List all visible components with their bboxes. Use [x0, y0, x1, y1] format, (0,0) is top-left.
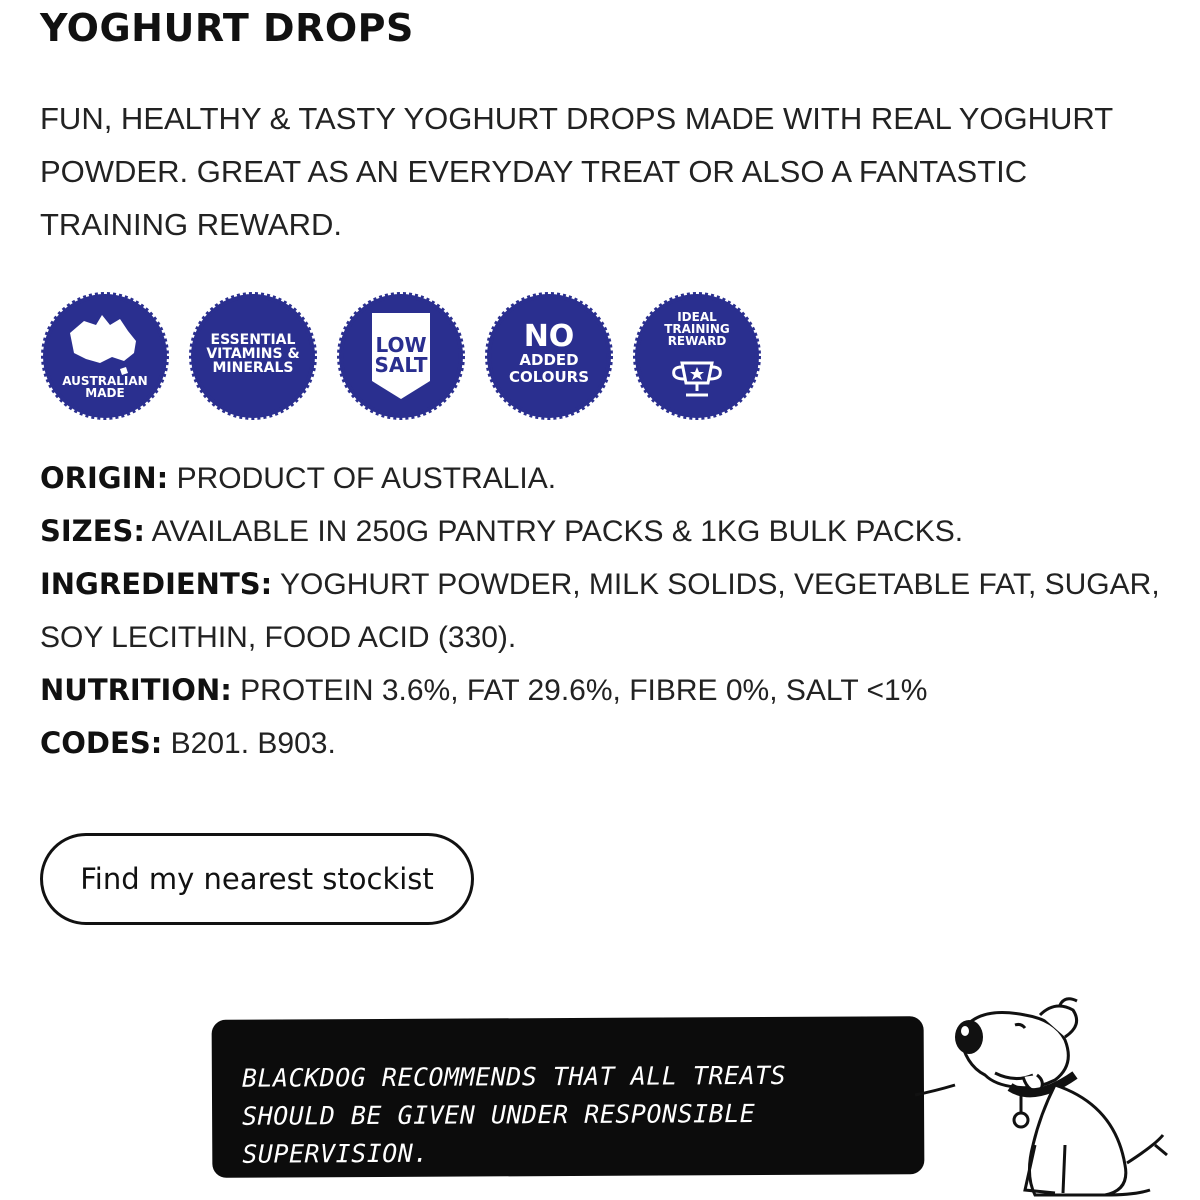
- no-added-colours-badge: [484, 291, 614, 421]
- spec-label: SIZES:: [40, 514, 145, 548]
- spec-label: ORIGIN:: [40, 461, 169, 495]
- badge-line: REWARD: [667, 334, 727, 348]
- badge-line: MADE: [85, 386, 125, 400]
- cartoon-dog-icon: [905, 995, 1175, 1200]
- badge-line: COLOURS: [508, 368, 590, 386]
- product-title: YOGHURT DROPS: [40, 6, 414, 50]
- australian-made-badge: [40, 291, 170, 421]
- spec-value: YOGHURT POWDER, MILK SOLIDS, VEGETABLE FAT, SUGAR, SOY LECITHIN, FOOD ACID (330).: [40, 568, 1160, 654]
- low-salt-badge: [336, 291, 466, 421]
- essential-vitamins-badge: [188, 291, 318, 421]
- badge-line: VITAMINS &: [206, 346, 300, 362]
- badge-line: LOW: [375, 333, 427, 357]
- spec-sizes: [40, 505, 1170, 558]
- spec-value: PROTEIN 3.6%, FAT 29.6%, FIBRE 0%, SALT <1%: [231, 674, 928, 707]
- cropped-header-graphic: [970, 0, 1170, 6]
- badge-line: SALT: [374, 353, 428, 377]
- notice-line: BLACKDOG RECOMMENDS THAT ALL TREATS: [241, 1060, 787, 1093]
- spec-value: B201. B903.: [162, 727, 336, 760]
- spec-origin: [40, 452, 1170, 505]
- spec-ingredients: [40, 558, 1170, 664]
- scalloped-badge-icon: [40, 291, 170, 421]
- product-specs: [40, 452, 1170, 770]
- notice-text: [242, 1056, 903, 1173]
- spec-label: INGREDIENTS:: [40, 567, 273, 601]
- feature-badges: [40, 288, 762, 424]
- badge-line: MINERALS: [212, 360, 294, 376]
- badge-line: IDEAL: [677, 310, 717, 324]
- spec-nutrition: [40, 664, 1170, 717]
- spec-codes: [40, 717, 1170, 770]
- badge-line: TRAINING: [664, 322, 730, 336]
- spec-label: CODES:: [40, 726, 163, 760]
- spec-value: PRODUCT OF AUSTRALIA.: [168, 462, 557, 495]
- spec-value: AVAILABLE IN 250G PANTRY PACKS & 1KG BULK PACKS.: [145, 515, 964, 548]
- badge-line: ADDED: [519, 351, 579, 369]
- ideal-training-reward-badge: [632, 291, 762, 421]
- badge-line: NO: [523, 319, 575, 354]
- notice-line: SHOULD BE GIVEN UNDER RESPONSIBLE SUPERVISION.: [242, 1099, 756, 1169]
- product-description: FUN, HEALTHY & TASTY YOGHURT DROPS MADE WITH REAL YOGHURT POWDER. GREAT AS AN EVERYDAY TREAT OR ALSO A FANTASTIC TRAINING REWARD.: [40, 101, 1113, 242]
- find-stockist-button[interactable]: Find my nearest stockist: [40, 833, 474, 925]
- spec-label: NUTRITION:: [40, 673, 232, 707]
- badge-line: AUSTRALIAN: [62, 374, 148, 388]
- supervision-notice: [212, 1016, 925, 1178]
- badge-line: ESSENTIAL: [210, 332, 296, 348]
